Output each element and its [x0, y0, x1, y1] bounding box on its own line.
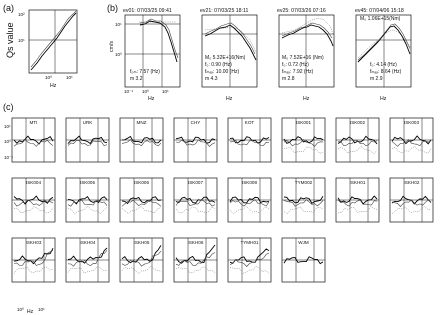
panel-c-xtick-10: 10¹: [38, 307, 45, 312]
panel-b-subplot-2-ann-4: m 4.3: [205, 76, 218, 82]
panel-b-subplot-2-ann-3: fₘₐₓ: 10.00 (Hz): [205, 69, 240, 75]
station-18-spectrum-1: [68, 248, 107, 263]
panel-b-subplot-4-ann-3: fₘₐₓ: 8.64 (Hz): [370, 69, 402, 75]
station-21-spectrum-1: [230, 249, 269, 263]
panel-c-ytick-1: 10⁰: [4, 139, 11, 144]
panel-a-curve-1: [31, 13, 76, 70]
station-label-20: ISKH06: [187, 240, 204, 245]
station-label-02: URK: [82, 120, 93, 125]
panel-b-title-4: ev45: 07/04/06 15:18: [355, 8, 404, 14]
station-label-14: TYM002: [294, 180, 313, 185]
station-12-spectrum-3: [176, 207, 215, 213]
panel-a: [5, 10, 77, 89]
panel-c-ytick-10: 10¹: [4, 124, 11, 129]
panel-label-c: (c): [3, 102, 14, 112]
station-16-spectrum-3: [392, 206, 431, 214]
station-20-spectrum-3: [176, 267, 215, 273]
station-09-spectrum-3: [14, 207, 53, 213]
panel-b-subplot-4-ann-4: m 2.9: [370, 76, 383, 82]
panel-b-subplot-1-ann-1: f₀ₘ: 7.57 (Hz): [130, 69, 160, 75]
station-label-01: MTI: [29, 120, 38, 125]
station-18-spectrum-2: [68, 250, 107, 266]
panel-b-xtick-10: 10¹: [162, 89, 169, 94]
panel-b-title-3: ev25: 07/03/26 07:16: [277, 8, 326, 14]
station-label-12: ISK007: [187, 180, 204, 185]
station-13-spectrum-2: [230, 200, 269, 206]
panel-b-title-1: ev01: 07/03/25 09:41: [123, 8, 172, 14]
station-label-16: ISKH02: [403, 180, 420, 185]
station-label-10: ISK005: [79, 180, 96, 185]
panel-b-subplot-3-spectrum: [282, 25, 333, 46]
panel-b-ytick-1: 10⁰: [115, 52, 122, 57]
station-label-17: ISKH03: [25, 240, 42, 245]
panel-b-xtick-01: 10⁻¹: [124, 89, 134, 94]
panel-b-title-2: ev21: 07/03/25 18:11: [200, 8, 249, 14]
panel-b-ytick-10: 10¹: [115, 22, 122, 27]
panel-a-ylabel: Qs value: [5, 22, 15, 58]
station-08-spectrum-3: [392, 146, 431, 153]
station-06-spectrum-3: [284, 147, 323, 154]
station-label-18: ISKH04: [79, 240, 96, 245]
panel-a-ytick-10: 10¹: [18, 38, 25, 43]
station-label-13: ISK008: [241, 180, 258, 185]
station-13-spectrum-3: [230, 206, 269, 214]
station-04-spectrum-2: [176, 140, 215, 146]
station-label-22: WJM: [298, 240, 309, 245]
panel-b-subplot-4: [356, 15, 411, 102]
station-07-spectrum-3: [338, 146, 377, 154]
panel-b: [109, 8, 411, 102]
panel-b-subplot-1-xlabel: Hz: [148, 96, 155, 102]
panel-a-curve-2: [31, 11, 76, 67]
station-label-03: MNZ: [136, 120, 147, 125]
station-21-spectrum-3: [230, 266, 269, 273]
panel-b-ylabel: cm/s: [109, 41, 115, 52]
station-18-spectrum-3: [68, 266, 107, 273]
station-label-08: ISK003: [403, 120, 420, 125]
panel-b-subplot-2-ann-2: f₀: 0.90 (Hz): [205, 62, 232, 68]
station-label-15: ISKH01: [349, 180, 366, 185]
panel-b-subplot-2-ann-1: M₀ 5.32E+16(Nm): [205, 55, 246, 61]
panel-label-a: (a): [3, 3, 14, 13]
station-06-spectrum-2: [284, 140, 323, 147]
station-14-spectrum-3: [284, 207, 323, 214]
station-15-spectrum-3: [338, 207, 377, 213]
station-label-07: ISK002: [349, 120, 366, 125]
panel-b-subplot-4-ann-1: M₀ 1.06E+15(Nm): [360, 16, 401, 22]
panel-b-subplot-3-ann-4: m 2.8: [282, 76, 295, 82]
station-17-spectrum-3: [14, 267, 53, 274]
panel-c: [4, 118, 433, 315]
panel-b-subplot-3-ann-3: fₘₐₓ: 7.92 (Hz): [282, 69, 314, 75]
station-label-21: TYMH01: [240, 240, 259, 245]
panel-b-subplot-3-spectrum-2: [282, 23, 332, 38]
station-07-spectrum-2: [338, 140, 377, 146]
panel-a-ytick-100: 10²: [18, 12, 25, 17]
panel-a-xtick-1: 10⁰: [45, 75, 52, 80]
panel-b-subplot-3-ann-2: f₀: 0.72 (Hz): [282, 62, 309, 68]
station-20-spectrum-1: [176, 245, 215, 263]
panel-b-subplot-4-xlabel: Hz: [380, 96, 387, 102]
panel-a-xlabel: Hz: [50, 83, 57, 89]
panel-c-xlabel: Hz: [26, 309, 34, 315]
station-10-spectrum-3: [68, 206, 107, 214]
panel-a-xtick-10: 10¹: [66, 75, 73, 80]
station-label-04: CHY: [190, 120, 201, 125]
panel-b-subplot-3: [279, 15, 334, 102]
station-label-06: ISK001: [295, 120, 312, 125]
station-label-19: ISKH05: [133, 240, 150, 245]
panel-b-subplot-1-ann-2: m 3.2: [130, 76, 143, 82]
panel-label-b: (b): [107, 3, 118, 13]
station-label-11: ISK006: [133, 180, 150, 185]
panel-b-subplot-3-ann-1: M₀ 7.52E+16 (Nm): [282, 55, 324, 61]
panel-b-subplot-1-spectrum: [140, 21, 177, 62]
panel-b-subplot-2: [202, 15, 257, 102]
station-20-spectrum-2: [176, 253, 215, 266]
panel-b-subplot-1-spectrum-2: [140, 19, 178, 58]
panel-b-subplot-4-ann-2: f₀: 4.14 (Hz): [370, 62, 397, 68]
panel-b-xtick-1: 10⁰: [142, 89, 149, 94]
panel-b-subplot-1: [125, 15, 180, 102]
station-label-09: ISK004: [25, 180, 42, 185]
station-11-spectrum-3: [122, 206, 161, 213]
panel-c-xtick-1: 10⁰: [17, 307, 24, 312]
panel-b-subplot-3-model: [282, 18, 333, 34]
panel-c-ytick-01: 10⁻¹: [4, 155, 14, 160]
station-19-spectrum-3: [122, 266, 161, 274]
panel-b-subplot-4-frame: [356, 15, 411, 87]
station-label-05: KOT: [244, 120, 255, 125]
panel-b-subplot-2-model: [205, 27, 256, 52]
panel-b-subplot-2-xlabel: Hz: [226, 96, 233, 102]
panel-b-subplot-3-xlabel: Hz: [303, 96, 310, 102]
